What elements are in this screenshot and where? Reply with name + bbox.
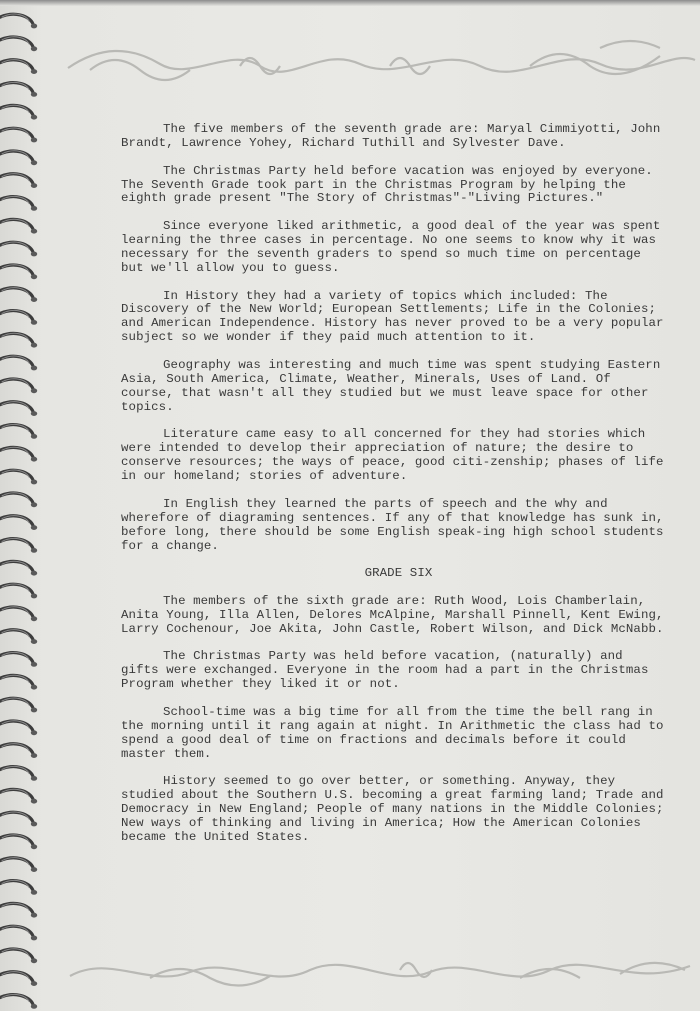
grade-six-paragraph: History seemed to go over better, or something. Anyway, they studied about the Southern U.S. becoming a great farming land; Trade and Democracy in New England; People of many nations in the Middle Colonies; New ways of thinking and living in America; How the American Colonies became the United States.	[121, 774, 664, 845]
spiral-hole	[31, 548, 37, 553]
grade-six-paragraph: The members of the sixth grade are: Ruth Wood, Lois Chamberlain, Anita Young, Illa Allen, Delores McAlpine, Marshall Pinnell, Kent Ewing, Larry Cochenour, Joe Akita, John Castle, Robert Wilson, and Dick McNabb.	[121, 593, 664, 636]
top-decorative-border	[60, 36, 700, 86]
spiral-hole	[31, 639, 37, 644]
grade-seven-paragraph: In English they learned the parts of speech and the why and wherefore of diagraming sentences. If any of that knowledge has sunk in, before long, there should be some English speak-ing high school students for a change.	[121, 496, 664, 553]
grade-seven-paragraph: Literature came easy to all concerned for they had stories which were intended to develop their appreciation of nature; the desire to conserve resources; the ways of peace, good citi-zenship; phases of life in our homeland; stories of adventure.	[121, 427, 664, 484]
spiral-hole	[31, 388, 37, 393]
spiral-hole	[31, 958, 37, 963]
spiral-hole	[31, 502, 37, 507]
spiral-hole	[31, 229, 37, 234]
spiral-hole	[31, 343, 37, 348]
grade-seven-paragraph: The Christmas Party held before vacation was enjoyed by everyone. The Seventh Grade took part in the Christmas Program by helping the eighth grade present "The Story of Christmas"-"Living Pictures."	[121, 163, 653, 206]
spiral-hole	[31, 890, 37, 895]
spiral-hole	[31, 92, 37, 97]
spiral-hole	[31, 274, 37, 279]
spiral-hole	[31, 252, 37, 257]
grade-six-paragraph: School-time was a big time for all from the time the bell rang in the morning until it rang again at night. In Arithmetic the class had to spend a good deal of time on fractions and decimals before it could master them.	[121, 704, 664, 761]
spiral-hole	[31, 480, 37, 485]
grade-seven-paragraph: The five members of the seventh grade are: Maryal Cimmiyotti, John Brandt, Lawrence Yohey, Richard Tuthill and Sylvester Dave.	[121, 122, 661, 150]
spiral-hole	[31, 867, 37, 872]
spiral-hole	[31, 822, 37, 827]
spiral-hole	[31, 434, 37, 439]
section-heading: GRADE SIX	[364, 566, 433, 581]
spiral-hole	[31, 160, 37, 165]
spiral-hole	[31, 799, 37, 804]
spiral-hole	[31, 936, 37, 941]
grade-seven-paragraph: Since everyone liked arithmetic, a good deal of the year was spent learning the three cases in percentage. No one seems to know why it was necessary for the seventh graders to spend so much time on percentage but we'll allow you to guess.	[121, 219, 661, 275]
spiral-hole	[31, 685, 37, 690]
page-top-shadow	[0, 0, 700, 6]
grade-seven-paragraph: In History they had a variety of topics which included: The Discovery of the New World; European Settlements; Life in the Colonies; and American Independence. History has never proved to be a very popular subject so we wonder if they paid much attention to it.	[121, 288, 664, 345]
spiral-hole	[31, 46, 37, 51]
bottom-decorative-border	[60, 948, 700, 998]
spiral-hole	[31, 457, 37, 462]
spiral-hole	[31, 297, 37, 302]
spiral-hole	[31, 69, 37, 74]
spiral-hole	[31, 206, 37, 211]
spiral-hole	[31, 571, 37, 576]
spiral-hole	[31, 411, 37, 416]
spiral-hole	[31, 320, 37, 325]
document-body	[121, 123, 666, 859]
spiral-hole	[31, 183, 37, 188]
spiral-hole	[31, 776, 37, 781]
grade-seven-paragraph: Geography was interesting and much time was spent studying Eastern Asia, South America, Climate, Weather, Minerals, Uses of Land. Of course, that wasn't all they studied but we must leave space for other topics.	[121, 357, 661, 414]
spiral-hole	[31, 115, 37, 120]
spiral-hole	[31, 24, 37, 29]
spiral-hole	[31, 366, 37, 371]
spiral-hole	[31, 525, 37, 530]
spiral-hole	[31, 981, 37, 986]
spiral-hole	[31, 616, 37, 621]
spiral-hole	[31, 708, 37, 713]
spiral-hole	[31, 844, 37, 849]
spiral-binding	[0, 0, 50, 1011]
spiral-hole	[31, 1004, 37, 1009]
spiral-hole	[31, 662, 37, 667]
grade-six-paragraph: The Christmas Party was held before vacation, (naturally) and gifts were exchanged. Everyone in the room had a part in the Christmas Program whether they liked it or not.	[121, 649, 649, 692]
spiral-hole	[31, 753, 37, 758]
spiral-hole	[31, 913, 37, 918]
spiral-hole	[31, 730, 37, 735]
spiral-hole	[31, 138, 37, 143]
spiral-hole	[31, 594, 37, 599]
